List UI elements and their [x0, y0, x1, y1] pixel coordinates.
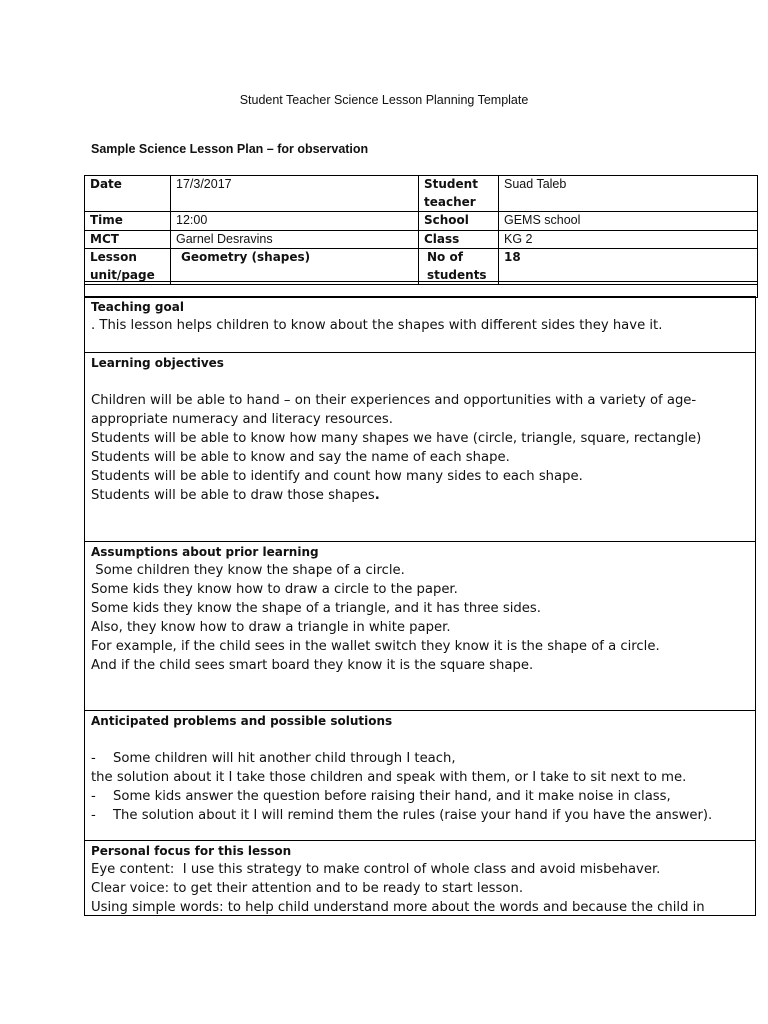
personal-focus-heading: Personal focus for this lesson [91, 844, 292, 858]
assumption-line: Some kids they know how to draw a circle to the paper. [91, 582, 458, 597]
problem-text: Some children will hit another child through I teach, [113, 751, 456, 766]
bullet-dash: - [91, 751, 96, 766]
teaching-goal-text: . This lesson helps children to know about the shapes with different sides they have it. [91, 318, 663, 333]
assumption-line: Also, they know how to draw a triangle in white paper. [91, 620, 451, 635]
table-row [85, 176, 758, 212]
student-teacher-value: Suad Taleb [499, 176, 758, 212]
objective-line: appropriate numeracy and literacy resources. [91, 412, 393, 427]
time-label: Time [85, 212, 171, 231]
lesson-unit-label: Lesson unit/page [85, 249, 171, 285]
anticipated-problems-section [84, 710, 756, 841]
school-value: GEMS school [499, 212, 758, 231]
assumptions-section [84, 541, 756, 711]
bullet-dash: - [91, 808, 96, 823]
table-row [85, 212, 758, 231]
table-row [85, 249, 758, 285]
document-subtitle: Sample Science Lesson Plan – for observation [91, 142, 369, 156]
students-count-label: No of students [419, 249, 499, 285]
teaching-goal-heading: Teaching goal [91, 300, 184, 314]
objective-last-period: . [374, 488, 380, 503]
assumption-line: And if the child sees smart board they know it is the square shape. [91, 658, 534, 673]
objective-last-text: Students will be able to draw those shapes [91, 488, 375, 503]
lesson-unit-value: Geometry (shapes) [171, 249, 419, 285]
time-value: 12:00 [171, 212, 419, 231]
focus-line: Clear voice: to get their attention and to be ready to start lesson. [91, 881, 524, 896]
problem-continuation: the solution about it I take those children and speak with them, or I take to sit next to me. [91, 770, 687, 785]
assumptions-heading: Assumptions about prior learning [91, 545, 319, 559]
problem-item [91, 749, 749, 768]
date-label: Date [85, 176, 171, 212]
problem-item [91, 806, 749, 825]
mct-label: MCT [85, 230, 171, 249]
problem-item [91, 787, 749, 806]
personal-focus-section [84, 840, 756, 916]
focus-line: Using simple words: to help child understand more about the words and because the child in [91, 900, 705, 915]
objective-line: Students will be able to know how many shapes we have (circle, triangle, square, rectangle) [91, 431, 702, 446]
learning-objectives-heading: Learning objectives [91, 356, 224, 370]
lesson-info-table [84, 175, 758, 285]
assumption-line: For example, if the child sees in the wallet switch they know it is the shape of a circle. [91, 639, 660, 654]
objective-line: Children will be able to hand – on their experiences and opportunities with a variety of age- [91, 393, 697, 408]
school-label: School [419, 212, 499, 231]
problem-text: The solution about it I will remind them the rules (raise your hand if you have the answer). [113, 808, 713, 823]
anticipated-problems-heading: Anticipated problems and possible solutions [91, 714, 393, 728]
table-row [85, 230, 758, 249]
problem-text: Some kids answer the question before raising their hand, and it make noise in class, [113, 789, 671, 804]
learning-objectives-section [84, 352, 756, 542]
class-label: Class [419, 230, 499, 249]
objective-line [91, 486, 749, 505]
student-teacher-label: Student teacher [419, 176, 499, 212]
class-value: KG 2 [499, 230, 758, 249]
assumption-line: Some kids they know the shape of a triangle, and it has three sides. [91, 601, 541, 616]
assumption-line: Some children they know the shape of a circle. [91, 563, 405, 578]
date-value: 17/3/2017 [171, 176, 419, 212]
bullet-dash: - [91, 789, 96, 804]
students-count-value: 18 [499, 249, 758, 285]
objective-line: Students will be able to identify and count how many sides to each shape. [91, 469, 583, 484]
objective-line: Students will be able to know and say the name of each shape. [91, 450, 510, 465]
focus-line: Eye content: I use this strategy to make control of whole class and avoid misbehaver. [91, 862, 661, 877]
mct-value: Garnel Desravins [171, 230, 419, 249]
teaching-goal-section [84, 296, 756, 353]
document-title: Student Teacher Science Lesson Planning Template [239, 93, 529, 107]
